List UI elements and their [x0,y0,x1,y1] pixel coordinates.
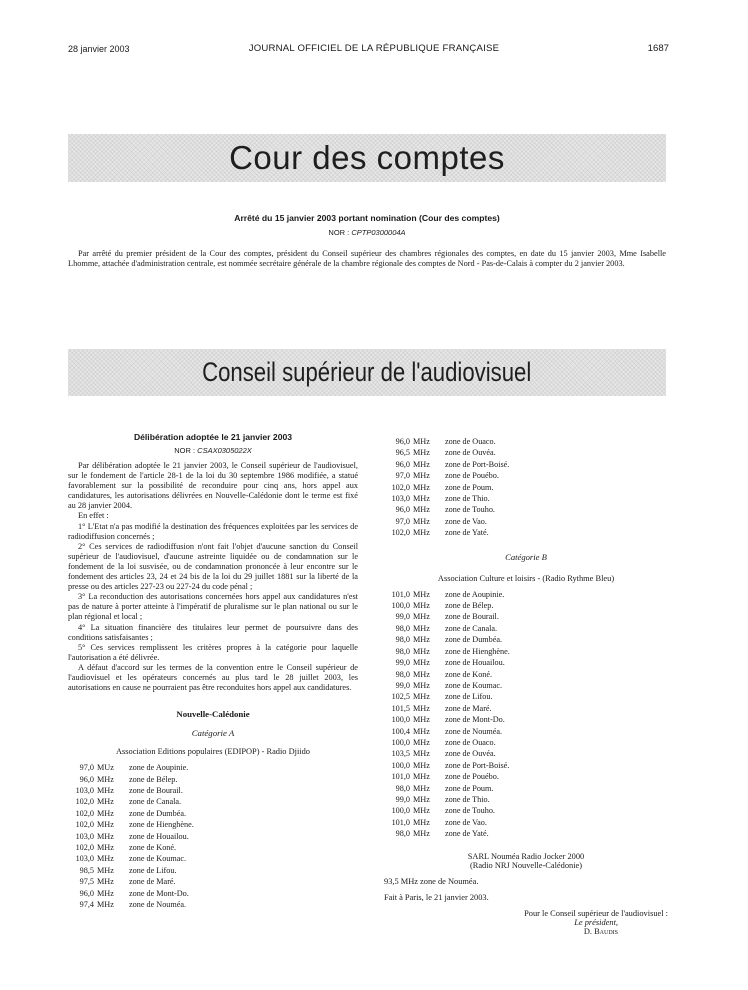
signature-name: D. Baudis [583,926,618,936]
header-page-number: 1687 [647,43,669,54]
frequency-row [384,771,668,782]
frequency-unit: MHz [413,817,430,827]
frequency-list-a-continued [384,436,668,539]
deliberation-body [68,461,358,693]
zone-name: zone de Yaté. [445,829,489,839]
frequency-unit: MHz [413,726,430,736]
zone-name: zone de Pouébo. [445,772,499,782]
frequency-row [384,623,668,634]
frequency-value: 102,0 [391,528,410,538]
frequency-unit: MHz [413,459,430,469]
frequency-row [68,899,358,910]
zone-name: zone de Koumac. [129,854,187,864]
frequency-unit: MHz [413,658,430,668]
frequency-row [68,853,358,864]
zone-name: zone de Port-Boisé. [445,459,510,469]
frequency-unit: MHz [97,820,114,830]
frequency-value: 100,4 [391,726,410,736]
sarl-radio: (Radio NRJ Nouvelle-Calédonie) [469,860,583,870]
zone-name: zone de Canala. [129,797,182,807]
frequency-value: 98,0 [395,646,410,656]
frequency-value: 102,0 [75,820,94,830]
frequency-value: 97,0 [395,471,410,481]
frequency-row [384,470,668,481]
zone-name: zone de Ouaco. [445,437,496,446]
frequency-row [384,447,668,458]
frequency-value: 102,0 [75,843,94,852]
frequency-row [68,876,358,887]
paragraph: 3° La reconduction des autorisations concernées hors appel aux candidatures n'est pas de nature à porter atteinte à l'impératif de pluralisme sur le plan national ou sur le plan régional et local ; [68,592,358,622]
frequency-row [384,482,668,493]
frequency-unit: MHz [413,448,430,458]
frequency-unit: MHz [413,437,430,446]
banner-title: Conseil supérieur de l'audiovisuel [202,357,532,387]
paragraph: Par délibération adoptée le 21 janvier 2003, le Conseil supérieur de l'audiovisuel, sur le fondement de l'article 28-1 de la loi du 30 septembre 1986 modifiée, a statué favorablement sur la possibilité de reconduire pour cinq ans, hors appel aux candidatures, les autorisations délivrées en Nouvelle-Calédonie dont le terme est fixé au 28 janvier 2004. [68,461,358,511]
frequency-value: 96,0 [79,774,94,784]
frequency-value: 97,0 [395,516,410,526]
frequency-list-b [384,589,668,840]
frequency-row [384,680,668,691]
association-b: Association Culture et loisirs - (Radio Rythme Bleu) [437,573,615,583]
frequency-unit: MHz [413,635,430,645]
zone-name: zone de Vao. [445,817,487,827]
paragraph: 2° Ces services de radiodiffusion n'ont fait l'objet d'aucune sanction du Conseil supérieur de l'audiovisuel, d'aucune astreinte liquidée ou de condamnation sur le fondement de la loi susvisée, ou de condamnation prononcée à leur encontre sur le fondement des articles 23, 24 et 24 bis de la loi du 29 juillet 1881 sur la liberté de la presse ou des articles 227-23 ou 227-24 du code pénal ; [68,541,358,592]
zone-name: zone de Thio. [445,794,490,804]
right-column [384,436,668,936]
left-column [68,432,358,910]
category-b-heading: Catégorie B [505,551,547,562]
frequency-value: 103,0 [391,494,410,504]
frequency-row [384,600,668,611]
frequency-value: 101,0 [391,772,410,782]
frequency-row [384,817,668,828]
zone-name: zone de Bourail. [445,612,499,622]
zone-name: zone de Mont-Do. [129,888,189,898]
frequency-value: 103,0 [75,854,94,864]
frequency-row [384,589,668,600]
frequency-value: 99,0 [395,794,410,804]
zone-name: zone de Yaté. [445,528,489,538]
frequency-unit: MHz [413,646,430,656]
deliberation-title: Délibération adoptée le 21 janvier 2003 [133,432,293,442]
zone-name: zone de Ouaco. [445,737,496,747]
association-a: Association Editions populaires (EDIPOP) - Radio Djiido [115,747,310,757]
sarl-name: SARL Nouméa Radio Jocker 2000 [467,851,585,861]
paragraph: A défaut d'accord sur les termes de la convention entre le Conseil supérieur de l'audiovisuel et les opérateurs concernés au plus tard le 28 juillet 2003, les autorisations en cause ne pourraient pas être reconduites hors appel aux candidatures. [68,662,358,693]
zone-name: zone de Bélep. [129,774,178,784]
zone-name: zone de Koné. [129,843,177,852]
frequency-row [68,785,358,796]
frequency-value: 96,0 [79,888,94,898]
frequency-unit: MHz [413,794,430,804]
frequency-unit: MHz [413,806,430,816]
frequency-value: 102,0 [75,808,94,818]
zone-name: zone de Ouvéa. [445,448,496,458]
banner-csa [68,349,666,396]
deliberation-nor [68,446,358,455]
frequency-row [384,657,668,668]
nor-code: CPTP0300004A [351,228,406,237]
region-heading: Nouvelle-Calédonie [176,709,250,720]
zone-name: zone de Lifou. [129,865,177,875]
zone-name: zone de Thio. [445,494,490,504]
frequency-unit: MHz [413,829,430,839]
frequency-row [68,842,358,853]
frequency-row [384,516,668,527]
frequency-value: 103,5 [391,749,410,759]
frequency-row [384,828,668,839]
arrete-body [68,249,666,269]
zone-name: zone de Nouméa. [129,900,187,910]
nrj-frequency: 93,5 MHz zone de Nouméa. [384,876,479,886]
nor-code: CSAX0305022X [197,446,252,455]
paragraph: 1° L'Etat n'a pas modifié la destination des fréquences exploitées par les services de radiodiffusion concernés ; [68,521,358,541]
arrete-paragraph: Par arrêté du premier président de la Cour des comptes, président du Conseil supérieur des chambres régionales des comptes, en date du 15 janvier 2003, Mme Isabelle Lhomme, attachée d'administration centrale, est nommée secrétaire générale de la chambre régionale des comptes de Nord - Pas-de-Calais à compter du 2 janvier 2003. [68,249,666,269]
frequency-value: 99,0 [395,612,410,622]
frequency-row [384,783,668,794]
zone-name: zone de Hienghène. [129,820,194,830]
frequency-unit: MHz [413,715,430,725]
zone-name: zone de Hienghène. [445,646,510,656]
frequency-row [384,748,668,759]
frequency-unit: MHz [97,865,114,875]
frequency-row [384,691,668,702]
frequency-row [384,436,668,447]
zone-name: zone de Poum. [445,783,494,793]
zone-name: zone de Mont-Do. [445,715,505,725]
signature-title: Le président, [574,917,618,927]
paragraph: 4° La situation financière des titulaires leur permet de poursuivre dans des conditions satisfaisantes ; [68,622,358,642]
frequency-value: 96,0 [395,505,410,515]
zone-name: zone de Dumbéa. [445,635,503,645]
frequency-row [384,493,668,504]
frequency-unit: MHz [413,737,430,747]
frequency-unit: MUz [97,763,114,773]
frequency-unit: MHz [413,749,430,759]
frequency-unit: MHz [413,772,430,782]
frequency-row [68,774,358,785]
frequency-value: 103,0 [75,831,94,841]
frequency-unit: MHz [413,601,430,611]
frequency-value: 100,0 [391,737,410,747]
frequency-row [384,794,668,805]
frequency-value: 103,0 [75,785,94,795]
frequency-value: 96,0 [395,459,410,469]
zone-name: zone de Pouébo. [445,471,499,481]
frequency-value: 98,5 [79,865,94,875]
banner-cour-des-comptes [68,134,666,182]
zone-name: zone de Houailou. [129,831,189,841]
zone-name: zone de Touho. [445,505,495,515]
nor-label: NOR : [328,228,350,237]
zone-name: zone de Aoupinie. [129,763,189,773]
frequency-unit: MHz [413,528,430,538]
frequency-row [384,737,668,748]
frequency-unit: MHz [413,505,430,515]
frequency-value: 101,0 [391,817,410,827]
category-a-heading: Catégorie A [191,728,235,739]
frequency-row [384,611,668,622]
frequency-row [384,634,668,645]
frequency-unit: MHz [97,854,114,864]
frequency-unit: MHz [97,785,114,795]
frequency-unit: MHz [413,692,430,702]
frequency-value: 100,0 [391,760,410,770]
frequency-value: 98,0 [395,623,410,633]
zone-name: zone de Maré. [445,703,492,713]
zone-name: zone de Bélep. [445,601,494,611]
frequency-unit: MHz [413,703,430,713]
frequency-row [384,726,668,737]
paragraph: En effet : [78,511,109,521]
frequency-unit: MHz [413,482,430,492]
frequency-unit: MHz [413,783,430,793]
zone-name: zone de Aoupinie. [445,589,505,599]
frequency-unit: MHz [413,669,430,679]
frequency-value: 101,5 [391,703,410,713]
frequency-row [384,527,668,538]
zone-name: zone de Bourail. [129,785,183,795]
frequency-row [68,819,358,830]
frequency-row [68,888,358,899]
frequency-unit: MHz [413,471,430,481]
header-date: 28 janvier 2003 [68,44,130,54]
zone-name: zone de Port-Boisé. [445,760,510,770]
zone-name: zone de Canala. [445,623,498,633]
frequency-unit: MHz [413,589,430,599]
frequency-unit: MHz [413,760,430,770]
zone-name: zone de Vao. [445,516,487,526]
fait-a-paris: Fait à Paris, le 21 janvier 2003. [384,892,489,902]
nor-label: NOR : [174,446,196,455]
frequency-row [384,805,668,816]
frequency-unit: MHz [97,797,114,807]
frequency-row [384,760,668,771]
arrete-title: Arrêté du 15 janvier 2003 portant nomination (Cour des comptes) [234,213,500,223]
frequency-value: 97,5 [79,877,94,887]
frequency-value: 97,0 [79,763,94,773]
frequency-list-a [68,762,358,910]
frequency-unit: MHz [97,900,114,910]
frequency-value: 101,0 [391,589,410,599]
frequency-value: 100,0 [391,715,410,725]
frequency-value: 96,0 [395,437,410,446]
zone-name: zone de Koumac. [445,680,503,690]
frequency-unit: MHz [97,877,114,887]
frequency-row [68,762,358,773]
frequency-value: 96,5 [395,448,410,458]
frequency-row [384,669,668,680]
frequency-row [384,714,668,725]
zone-name: zone de Lifou. [445,692,493,702]
frequency-row [68,865,358,876]
frequency-value: 98,0 [395,669,410,679]
frequency-unit: MHz [413,494,430,504]
frequency-unit: MHz [413,623,430,633]
frequency-value: 100,0 [391,806,410,816]
frequency-unit: MHz [413,612,430,622]
frequency-value: 97,4 [79,900,94,910]
banner-title: Cour des comptes [229,139,505,176]
arrete-nor [68,228,666,237]
frequency-unit: MHz [97,808,114,818]
zone-name: zone de Touho. [445,806,495,816]
frequency-unit: MHz [97,774,114,784]
frequency-row [384,459,668,470]
frequency-value: 99,0 [395,680,410,690]
frequency-value: 98,0 [395,783,410,793]
zone-name: zone de Dumbéa. [129,808,187,818]
frequency-row [68,831,358,842]
frequency-value: 99,0 [395,658,410,668]
signature-line: Pour le Conseil supérieur de l'audiovisuel : [524,908,668,918]
paragraph: 5° Ces services remplissent les critères propres à la catégorie pour laquelle l'autorisation a été délivrée. [68,642,358,662]
zone-name: zone de Koné. [445,669,493,679]
zone-name: zone de Ouvéa. [445,749,496,759]
frequency-row [384,646,668,657]
zone-name: zone de Poum. [445,482,494,492]
zone-name: zone de Houailou. [445,658,505,668]
header-journal: JOURNAL OFFICIEL DE LA RÉPUBLIQUE FRANÇAISE [248,43,500,54]
frequency-row [68,808,358,819]
frequency-unit: MHz [97,888,114,898]
frequency-value: 102,5 [391,692,410,702]
frequency-row [384,504,668,515]
frequency-value: 98,0 [395,635,410,645]
frequency-unit: MHz [413,680,430,690]
frequency-value: 100,0 [391,601,410,611]
zone-name: zone de Maré. [129,877,176,887]
frequency-row [68,796,358,807]
frequency-unit: MHz [97,843,114,852]
frequency-row [384,703,668,714]
frequency-value: 102,0 [391,482,410,492]
frequency-unit: MHz [97,831,114,841]
frequency-value: 98,0 [395,829,410,839]
zone-name: zone de Nouméa. [445,726,503,736]
frequency-value: 102,0 [75,797,94,807]
frequency-unit: MHz [413,516,430,526]
